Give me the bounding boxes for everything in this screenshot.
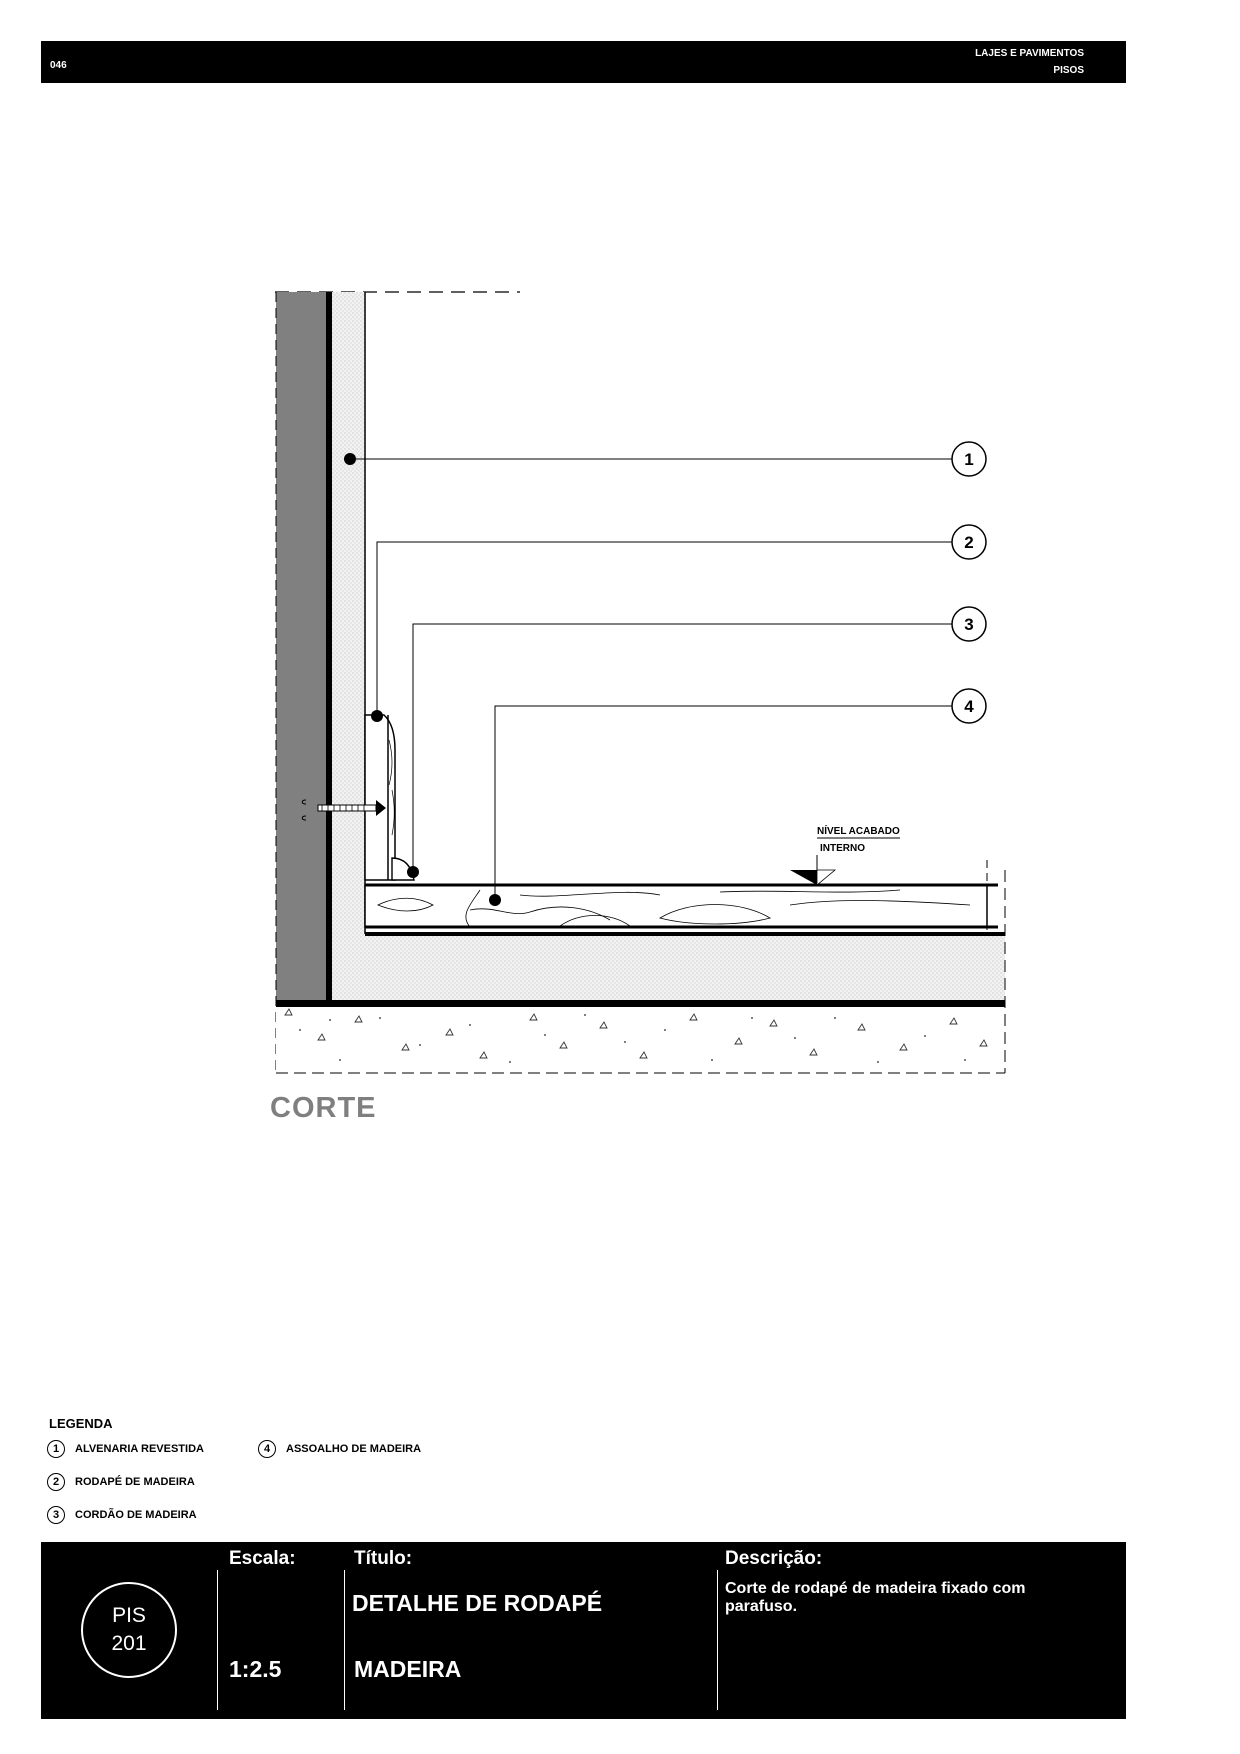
floor-screed [365, 934, 1005, 1000]
legend-number: 2 [47, 1473, 65, 1491]
legend-item [258, 1440, 421, 1458]
description-text: Corte de rodapé de madeira fixado com parafuso. [725, 1580, 1026, 1615]
legend-label: RODAPÉ DE MADEIRA [75, 1476, 195, 1488]
drawing-code-badge [81, 1582, 177, 1678]
level-label-1: NÍVEL ACABADO [817, 826, 900, 837]
legend-label: ALVENARIA REVESTIDA [75, 1443, 204, 1455]
title-block [41, 1542, 1126, 1719]
title-label: Título: [354, 1548, 413, 1569]
divider [717, 1570, 718, 1710]
leader-line-2 [377, 542, 952, 716]
legend-item [47, 1473, 195, 1491]
wood-baseboard [365, 715, 395, 880]
slab-top-line [276, 1000, 1005, 1007]
description-label: Descrição: [725, 1548, 823, 1569]
section-label: CORTE [270, 1092, 377, 1124]
wall-face-line [326, 292, 332, 1004]
legend-number: 1 [47, 1440, 65, 1458]
concrete-slab [276, 1007, 1005, 1073]
title-line-2: MADEIRA [354, 1656, 462, 1682]
code-line-2: 201 [111, 1632, 147, 1655]
callout-circles [952, 442, 986, 723]
legend-label: CORDÃO DE MADEIRA [75, 1509, 197, 1521]
legend-item [47, 1440, 204, 1458]
leader-line-4 [495, 706, 952, 900]
legend-item [47, 1506, 197, 1524]
section-title: LAJES E PAVIMENTOS [975, 48, 1084, 59]
callout-3: 3 [964, 615, 974, 634]
wood-flooring [365, 860, 998, 930]
subsection-title: PISOS [1053, 65, 1084, 76]
code-line-1: PIS [112, 1604, 146, 1627]
masonry-wall [276, 292, 326, 1004]
callout-2: 2 [964, 533, 974, 552]
legend-title: LEGENDA [49, 1416, 113, 1431]
level-label-2: INTERNO [820, 843, 865, 854]
callout-1: 1 [964, 450, 974, 469]
legend-label: ASSOALHO DE MADEIRA [286, 1443, 422, 1455]
scale-label: Escala: [229, 1548, 296, 1569]
page-number: 046 [50, 60, 67, 71]
callout-4: 4 [964, 697, 974, 716]
level-marker [790, 824, 900, 885]
scale-value: 1:2.5 [229, 1656, 282, 1682]
divider [344, 1570, 345, 1710]
legend-number: 3 [47, 1506, 65, 1524]
divider [217, 1570, 218, 1710]
title-line-1: DETALHE DE RODAPÉ [352, 1590, 603, 1616]
legend-number: 4 [258, 1440, 276, 1458]
wall-render [332, 292, 365, 1004]
